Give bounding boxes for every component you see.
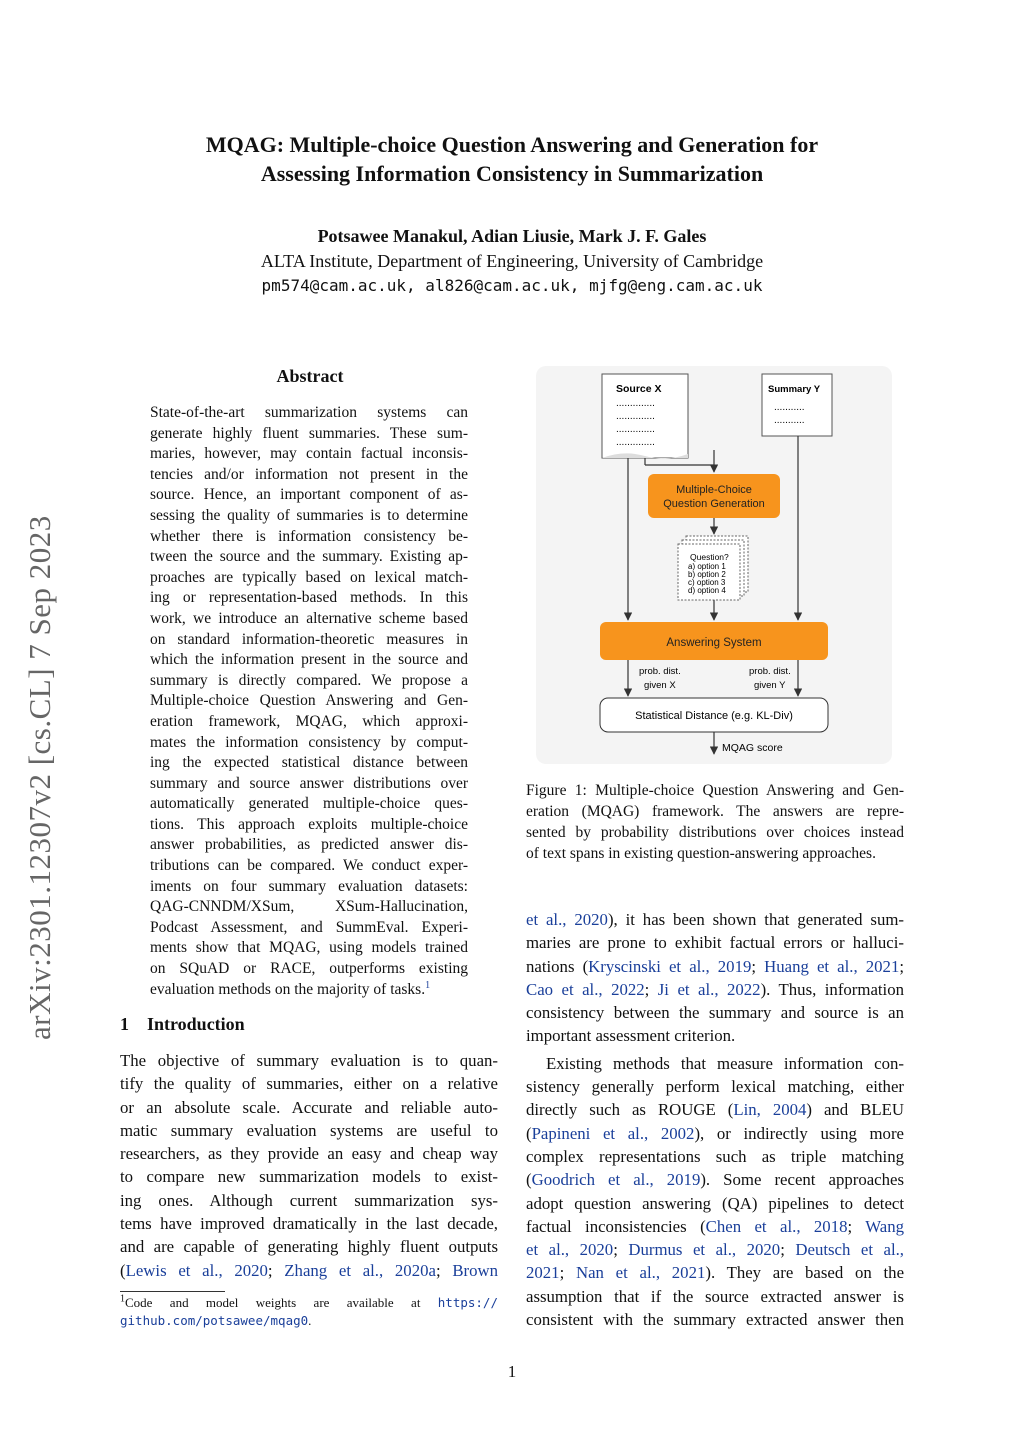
text-line: Multiple-choice Question Answering and Gen- [150, 692, 468, 710]
given-y-label: given Y [754, 680, 786, 691]
text-line: summary is directly compared. We propose a [150, 671, 468, 689]
text-line: source. Hence, an important component of as- [150, 486, 468, 504]
option-b: b) option 2 [688, 570, 726, 579]
page-number: 1 [507, 1362, 517, 1381]
text-line: matic summary evaluation systems are useful to [120, 1120, 498, 1140]
citation-link[interactable]: Huang et al., 2021 [764, 956, 900, 976]
text-line: eration framework, MQAG, which approxi- [150, 712, 468, 730]
text-line: generate highly fluent summaries. These sum- [150, 424, 468, 442]
text-line: State-of-the-art summarization systems can [150, 404, 468, 421]
text-line: sented by probability distributions over choices instead [526, 824, 904, 841]
text-line: tween the source and the summary. Existing ap- [150, 548, 468, 566]
citation-link[interactable]: Deutsch et al., [795, 1240, 905, 1260]
footnote-url[interactable]: https:// [437, 1295, 498, 1310]
text-line: mates the information consistency by comput- [150, 733, 468, 751]
mcqg-label-2: Question Generation [663, 498, 765, 510]
question-text: Question? [690, 552, 729, 562]
citation-link[interactable]: Lewis et al., 2020 [125, 1260, 268, 1280]
text-line: answer probabilities, as predicted answer dis- [150, 836, 468, 854]
citation-link[interactable]: Goodrich et al., 2019 [531, 1170, 701, 1190]
authors: Potsawee Manakul, Adian Liusie, Mark J. F. Gales [317, 226, 707, 246]
text-line: QAG-CNNDM/XSum, XSum-Hallucination, [150, 898, 468, 916]
text-line: summary and source answer distributions over [150, 774, 468, 792]
text-line: whether there is information consistency be- [150, 527, 468, 545]
citation-link[interactable]: Cao et al., 2022 [526, 979, 645, 999]
text-line: and are capable of generating highly fluent outputs [120, 1237, 498, 1257]
intro-line-citations: (Lewis et al., 2020; Zhang et al., 2020a; Brown [120, 1260, 498, 1280]
citation-link[interactable]: Ji et al., 2022 [657, 979, 761, 999]
source-line: .............. [616, 398, 655, 409]
option-a: a) option 1 [688, 562, 726, 571]
prob-dist-x: prob. dist. [639, 666, 681, 677]
emails: pm574@cam.ac.uk, al826@cam.ac.uk, mjfg@eng.cam.ac.uk [261, 276, 763, 295]
footnote-rule [120, 1291, 225, 1292]
summary-line: ........... [774, 402, 805, 413]
source-line: .............. [616, 437, 655, 448]
text-line: Figure 1: Multiple-choice Question Answering and Gen- [526, 782, 904, 799]
mqag-score-label: MQAG score [722, 742, 783, 754]
citation-link[interactable]: Lin, 2004 [733, 1100, 807, 1120]
text-line: tributions can be compared. We conduct exper- [150, 857, 468, 875]
text-line: ments show that MQAG, using models trained [150, 939, 468, 957]
footnote-mark: 1 [120, 1293, 125, 1305]
section-heading-introduction [120, 1014, 245, 1035]
text-line: to compare new summarization models to exist- [120, 1167, 498, 1187]
text-line: Podcast Assessment, and SummEval. Experi- [150, 918, 468, 936]
right-column-text [526, 908, 904, 1331]
figure-caption [526, 780, 904, 864]
source-document-icon [602, 374, 688, 459]
citation-link[interactable]: 2021 [526, 1263, 560, 1283]
paper-title [120, 130, 904, 188]
mcqg-label-1: Multiple-Choice [676, 484, 752, 496]
source-line: .............. [616, 424, 655, 435]
citation-link[interactable]: Wang [865, 1216, 904, 1236]
intro-lines [120, 1049, 498, 1259]
citation-link[interactable]: Kryscinski et al., 2019 [588, 956, 752, 976]
summary-label: Summary Y [768, 384, 821, 395]
citation-link[interactable]: et al., 2020 [526, 1240, 614, 1260]
citation-link[interactable]: Zhang et al., 2020a [284, 1260, 436, 1280]
summary-document-icon [762, 374, 832, 436]
text-line: evaluation methods on the majority of tasks.$^1$ [150, 979, 431, 998]
affiliation: ALTA Institute, Department of Engineering, University of Cambridge [260, 251, 764, 271]
question-stack-icon [678, 536, 748, 600]
text-line: ing or representation-based methods. In this [150, 589, 468, 607]
text-line: work, we introduce an alternative scheme based [150, 609, 468, 627]
figure-1-mqag-diagram [536, 366, 892, 764]
text-line: or an absolute scale. Accurate and reliable auto- [120, 1097, 498, 1117]
text-line: The objective of summary evaluation is to quan- [120, 1051, 498, 1070]
text-line: tify the quality of summaries, either on a relative [120, 1074, 498, 1094]
citation-link[interactable]: Durmus et al., 2020 [628, 1240, 781, 1260]
text-line: ing ones. Although current summarization sys- [120, 1190, 498, 1210]
option-c: c) option 3 [688, 578, 726, 587]
citation-link[interactable]: Nan et al., 2021 [575, 1263, 706, 1283]
text-line: ing the expected statistical distance between [150, 754, 468, 772]
text-line: eration (MQAG) framework. The answers are repre- [526, 803, 904, 820]
mqag-diagram-svg [536, 366, 892, 764]
footnote-url-cont[interactable]: github.com/potsawee/mqag0 [120, 1313, 309, 1328]
paragraph-continuation: et al., 2020), it has been shown that generated sum- maries are prone to exhibit factual errors or halluci- nations (Kryscinski et al., 2019; Huang et al., 2021; Cao et al., 2022; Ji et al., 2022). Thus, information consistency between the summary and source is an important assessment criterion. [526, 910, 905, 1046]
citation-link[interactable]: Brown [452, 1260, 498, 1280]
citation-link[interactable]: Papineni et al., 2002 [531, 1123, 695, 1143]
text-line: researchers, as they provide an easy and cheap way [120, 1144, 498, 1164]
text-line: sessing the quality of summaries is to determine [150, 506, 468, 524]
text-line: tems have improved dramatically in the last decade, [120, 1214, 498, 1234]
title-line-1: MQAG: Multiple-choice Question Answering and Generation for [205, 132, 819, 157]
abstract-body [150, 403, 468, 1000]
text-line: tencies and/or information not present in the [150, 465, 468, 483]
answering-label: Answering System [666, 637, 762, 649]
footnote: $^1$Code and model weights are available at https:// github.com/potsawee/mqag0. [120, 1293, 498, 1328]
abstract-heading: Abstract [276, 366, 344, 386]
section-number: 1 [120, 1014, 129, 1034]
source-line: .............. [616, 411, 655, 422]
arxiv-identifier: arXiv:2301.12307v2 [cs.CL] 7 Sep 2023 [22, 515, 57, 1040]
text-line: iments on four summary evaluation datasets: [150, 877, 468, 895]
text-line: on SQuAD or RACE, outperforms existing [150, 960, 468, 978]
text-line: maries, however, may contain factual inconsis- [150, 445, 468, 463]
abstract-footnote-mark[interactable]: 1 [425, 979, 431, 991]
source-label: Source X [616, 383, 662, 395]
summary-line: ........... [774, 415, 805, 426]
citation-link[interactable]: et al., 2020 [526, 910, 608, 929]
text-line: of text spans in existing question-answering approaches. [526, 845, 876, 862]
text-line: automatically generated multiple-choice ques- [150, 795, 468, 813]
prob-dist-y: prob. dist. [749, 666, 791, 677]
section-title: Introduction [147, 1014, 245, 1034]
paragraph-existing-methods: Existing methods that measure information con- sistency generally perform lexical matching, either directly such as ROUGE (Lin, 2004) and BLEU (Papineni et al., 2002), or indirectly using more complex representations such as triple matching (Goodrich et al., 2019). Some recent approaches adopt question answering (QA) pipelines to detect factual inconsistencies (Chen et al., 2018; Wang et al., 2020; Durmus et al., 2020; Deutsch et al., 2021; Nan et al., 2021). They are based on the assumption that if the source extracted answer is consistent with the summary extracted answer then [526, 1053, 905, 1330]
text-line: which the information present in the source and [150, 651, 468, 669]
text-line: on standard information-theoretic measures in [150, 630, 468, 648]
option-d: d) option 4 [688, 586, 726, 595]
introduction-paragraph [120, 1049, 498, 1282]
stat-dist-label: Statistical Distance (e.g. KL-Div) [635, 710, 793, 722]
given-x-label: given X [644, 680, 676, 691]
text-line: proaches are typically based on lexical match- [150, 568, 468, 586]
mcqg-box [648, 474, 780, 518]
citation-link[interactable]: Chen et al., 2018 [705, 1216, 848, 1236]
title-line-2: Assessing Information Consistency in Summarization [260, 161, 764, 186]
text-line: tions. This approach exploits multiple-choice [150, 815, 468, 833]
